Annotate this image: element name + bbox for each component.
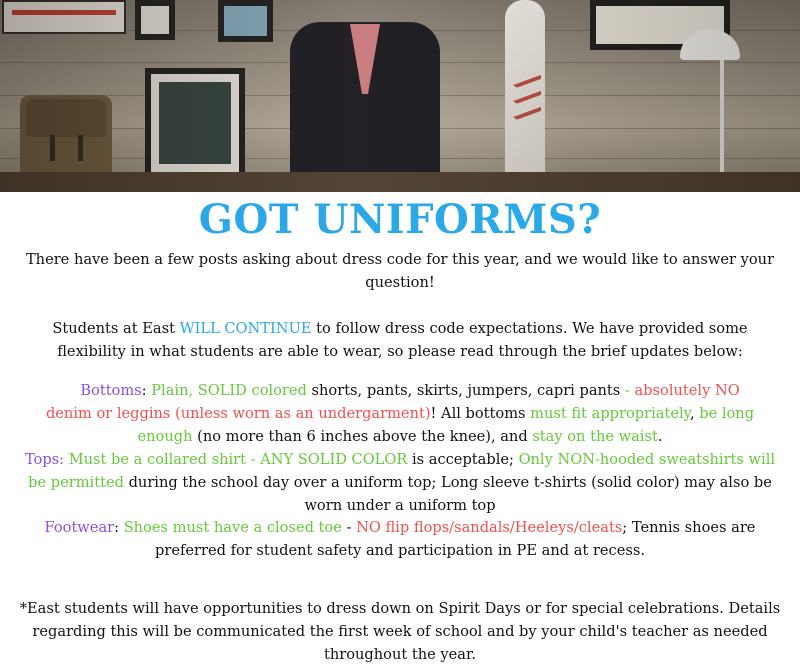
- continue-paragraph: [20, 317, 780, 363]
- continue-text: to follow dress code expectations. We have provided some flexibility in what students are able to wear, so please read through the brief updates below:: [57, 320, 748, 360]
- continue-text: Students at East: [52, 320, 180, 337]
- will-continue-highlight: WILL CONTINUE: [179, 320, 312, 337]
- intro-paragraph: There have been a few posts asking about dress code for this year, and we would like to answer your question!: [25, 251, 775, 291]
- bottoms-long-enough: be long enough: [137, 405, 755, 445]
- bottoms-plain: Plain, SOLID colored: [151, 382, 307, 399]
- tops-sweatshirts: Only NON-hooded sweatshirts will be permitted: [28, 451, 776, 491]
- bottoms-label: Bottoms: [80, 382, 142, 399]
- bottoms-no-denim: absolutely NO denim or leggins (unless worn as an undergarment): [45, 382, 740, 422]
- tops-section: Tops: Must be a collared shirt - ANY SOLID COLOR is acceptable; Only NON-hooded sweatshirts will be permitted during the school day over a uniform top; Long sleeve t-shirts (solid color) may also be worn under a uniform top: [24, 451, 776, 514]
- page-title: GOT UNIFORMS?: [198, 196, 602, 243]
- bottoms-waist: stay on the waist: [532, 428, 658, 445]
- footwear-label: Footwear: [44, 519, 115, 536]
- footwear-closed-toe: Shoes must have a closed toe: [123, 519, 342, 536]
- tops-collared: Must be a collared shirt - ANY SOLID COLOR: [68, 451, 408, 468]
- tops-label: Tops: [24, 451, 60, 468]
- footnote-paragraph: *East students will have opportunities to dress down on Spirit Days or for special celebrations. Details regarding this will be communicated the first week of school and by your child's teacher as needed throughout the year.: [19, 600, 781, 663]
- header-photo: [0, 0, 800, 192]
- footwear-no-flip-flops: NO flip flops/sandals/Heeleys/cleats: [356, 519, 623, 536]
- bottoms-section: Bottoms: Plain, SOLID colored shorts, pants, skirts, jumpers, capri pants - absolutely NO denim or leggins (unless worn as an undergarment)! All bottoms must fit appropriately, be long enough (no more than 6 inches above the knee), and stay on the waist.: [45, 382, 755, 445]
- bottoms-fit: must fit appropriately: [530, 405, 690, 422]
- footwear-section: Footwear: Shoes must have a closed toe - NO flip flops/sandals/Heeleys/cleats; Tennis shoes are preferred for student safety and participation in PE and at recess.: [44, 519, 756, 559]
